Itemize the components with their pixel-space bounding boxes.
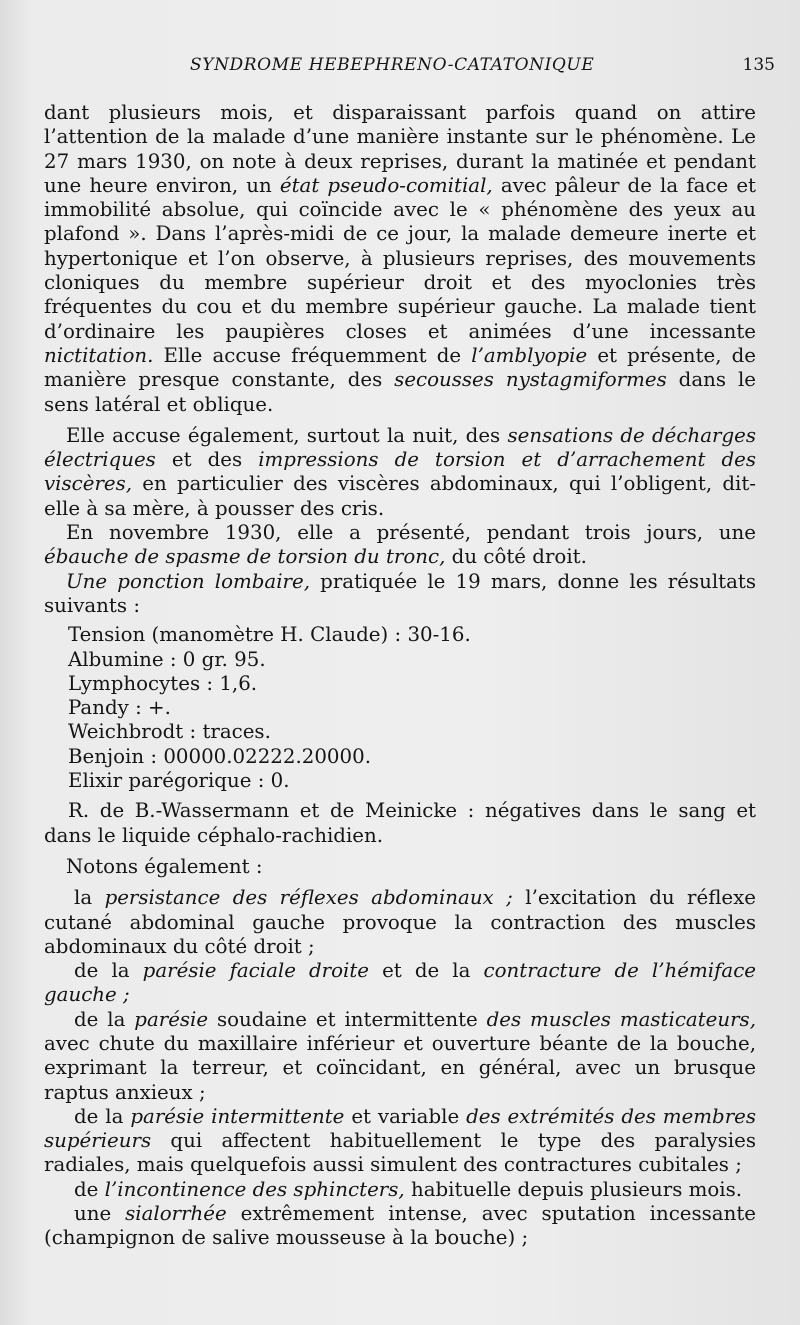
paragraph-torsion: En novembre 1930, elle a présenté, pendant trois jours, une ébauche de spasme de torsion du tronc, du côté droit. [44,521,756,569]
paragraph-ponction: Une ponction lombaire, pratiquée le 19 mars, donne les résultats suivants : [44,569,756,617]
page-number: 135 [742,55,775,75]
result-line: Elixir parégorique : 0. [68,769,290,793]
note-paresie-faciale: de la parésie faciale droite et de la contracture de l’hémiface gauche ; [44,959,756,1007]
paragraph-sensations: Elle accuse également, surtout la nuit, des sensations de décharges électriques et des impressions de torsion et d’arrachement des viscères, en particulier des viscères abdominaux, qui l’obligent, dit-elle à sa mère, à pousser des cris. [44,423,756,520]
note-extremites: de la parésie intermittente et variable des extrémités des membres supérieurs qui affectent habituellement le type des paralysies radiales, mais quelquefois aussi simulent des contractures cubitales ; [44,1104,757,1177]
result-line: Tension (manomètre H. Claude) : 30-16. [68,623,471,647]
note-masticateurs: de la parésie soudaine et intermittente des muscles masticateurs, avec chute du maxillaire inférieur et ouverture béante de la bouche, exprimant la terreur, et coïncidant, en général, avec un brusque raptus anxieux ; [44,1007,756,1104]
note-incontinence: de l’incontinence des sphincters, habituelle depuis plusieurs mois. [74,1177,743,1201]
body-text [44,101,756,1251]
result-line: Albumine : 0 gr. 95. [68,647,266,671]
running-head [40,55,775,81]
results-list [68,623,756,793]
result-line: Pandy : +. [68,696,171,720]
result-line: Benjoin : 00000.02222.20000. [68,744,371,768]
result-line: Lymphocytes : 1,6. [68,671,258,695]
paragraph-continuation: dant plusieurs mois, et disparaissant parfois quand on attire l’attention de la malade d’une manière instante sur le phénomène. Le 27 mars 1930, on note à deux reprises, durant la matinée et pendant une heure environ, un état pseudo-comitial, avec pâleur de la face et immobilité absolue, qui coïncide avec le « phénomène des yeux au plafond ». Dans l’après-midi de ce jour, la malade demeure inerte et hypertonique et l’on observe, à plusieurs reprises, des mouvements cloniques du membre supérieur droit et des myoclonies très fréquentes du cou et du membre supérieur gauche. La malade tient d’ordinaire les paupières closes et animées d’une incessante nictitation. Elle accuse fréquemment de l’amblyopie et présente, de manière presque constante, des secousses nystagmiformes dans le sens latéral et oblique. [44,101,756,416]
paragraph-notons: Notons également : [66,854,263,878]
result-line: Weichbrodt : traces. [68,720,271,744]
paragraph-wassermann: R. de B.-Wassermann et de Meinicke : négatives dans le sang et dans le liquide céphalo-rachidien. [44,799,756,847]
note-reflexes: la persistance des réflexes abdominaux ; l’excitation du réflexe cutané abdominal gauche provoque la contraction des muscles abdominaux du côté droit ; [44,886,756,958]
running-title: SYNDROME HEBEPHRENO-CATATONIQUE [190,55,595,75]
note-sialorrhee: une sialorrhée extrêmement intense, avec sputation incessante (champignon de salive mousseuse à la bouche) ; [44,1202,756,1250]
